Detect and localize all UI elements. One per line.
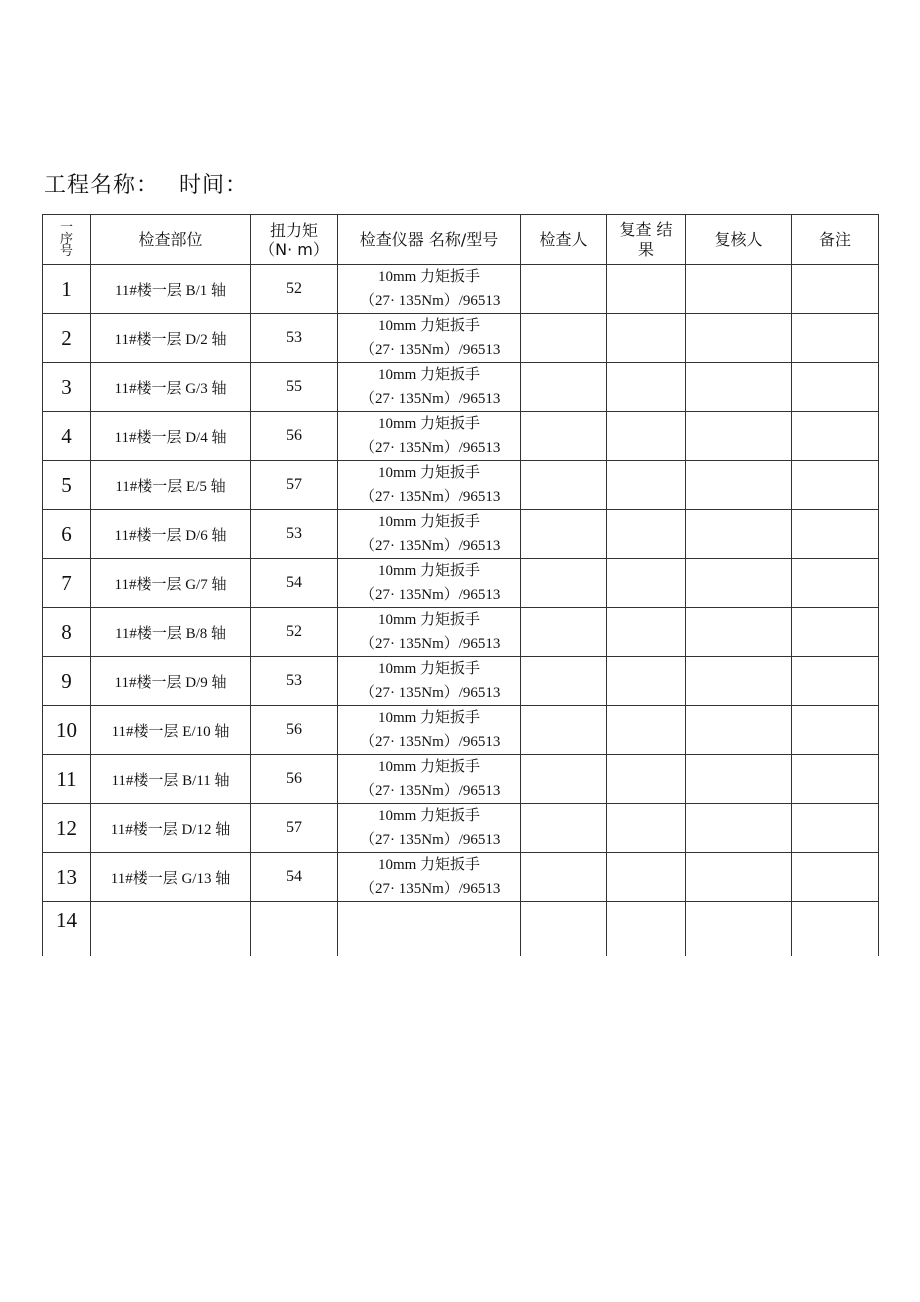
row-torque bbox=[251, 902, 338, 957]
row-seq: 14 bbox=[43, 902, 91, 957]
row-inspector bbox=[521, 412, 607, 461]
row-seq: 10 bbox=[43, 706, 91, 755]
project-name-label: 工程名称： bbox=[44, 173, 160, 198]
row-torque: 53 bbox=[251, 314, 338, 363]
column-header-reviewer: 复核人 bbox=[686, 215, 792, 265]
row-inspector bbox=[521, 510, 607, 559]
row-torque: 56 bbox=[251, 755, 338, 804]
row-location: 11#楼一层 E/5 轴 bbox=[91, 461, 251, 510]
row-reviewer bbox=[686, 412, 792, 461]
row-reviewer bbox=[686, 804, 792, 853]
instrument-name: 10mm 力矩扳手 bbox=[377, 612, 481, 628]
table-row bbox=[43, 657, 879, 706]
instrument-model: （27· 135Nm）/96513 bbox=[360, 342, 501, 358]
column-header-review-result bbox=[607, 215, 686, 265]
instrument-name: 10mm 力矩扳手 bbox=[377, 416, 481, 432]
row-review-result bbox=[607, 559, 686, 608]
row-location: 11#楼一层 D/4 轴 bbox=[91, 412, 251, 461]
table-row bbox=[43, 461, 879, 510]
row-remark bbox=[792, 559, 879, 608]
seq-header-b: 号 bbox=[59, 243, 73, 259]
table-row bbox=[43, 559, 879, 608]
instrument-model: （27· 135Nm）/96513 bbox=[360, 538, 501, 554]
instrument-model: （27· 135Nm）/96513 bbox=[360, 783, 501, 799]
row-instrument bbox=[338, 559, 521, 608]
row-seq: 6 bbox=[43, 510, 91, 559]
row-inspector bbox=[521, 706, 607, 755]
row-remark bbox=[792, 804, 879, 853]
table-row bbox=[43, 412, 879, 461]
row-review-result bbox=[607, 265, 686, 314]
row-seq: 3 bbox=[43, 363, 91, 412]
row-torque: 57 bbox=[251, 804, 338, 853]
instrument-model: （27· 135Nm）/96513 bbox=[360, 440, 501, 456]
row-remark bbox=[792, 510, 879, 559]
row-location: 11#楼一层 B/1 轴 bbox=[91, 265, 251, 314]
row-torque: 54 bbox=[251, 853, 338, 902]
row-reviewer bbox=[686, 608, 792, 657]
row-inspector bbox=[521, 559, 607, 608]
row-review-result bbox=[607, 510, 686, 559]
row-location: 11#楼一层 G/3 轴 bbox=[91, 363, 251, 412]
row-instrument bbox=[338, 804, 521, 853]
row-instrument bbox=[338, 412, 521, 461]
instrument-model: （27· 135Nm）/96513 bbox=[360, 734, 501, 750]
review-result-header-line1: 复查 结 bbox=[619, 219, 673, 239]
instrument-model: （27· 135Nm）/96513 bbox=[360, 293, 501, 309]
row-seq: 9 bbox=[43, 657, 91, 706]
torque-header-line2: （N· m） bbox=[259, 239, 329, 259]
row-location: 11#楼一层 D/12 轴 bbox=[91, 804, 251, 853]
row-remark bbox=[792, 363, 879, 412]
row-reviewer bbox=[686, 755, 792, 804]
row-seq: 7 bbox=[43, 559, 91, 608]
instrument-name: 10mm 力矩扳手 bbox=[377, 269, 481, 285]
row-instrument bbox=[338, 755, 521, 804]
row-seq: 1 bbox=[43, 265, 91, 314]
column-header-location: 检查部位 bbox=[91, 215, 251, 265]
instrument-name: 10mm 力矩扳手 bbox=[377, 563, 481, 579]
row-instrument bbox=[338, 363, 521, 412]
seq-header-a: 序 bbox=[59, 231, 73, 247]
column-header-instrument: 检查仪器 名称/型号 bbox=[338, 215, 521, 265]
row-review-result bbox=[607, 902, 686, 957]
row-inspector bbox=[521, 265, 607, 314]
table-row-empty bbox=[43, 902, 879, 957]
row-review-result bbox=[607, 363, 686, 412]
row-torque: 57 bbox=[251, 461, 338, 510]
row-remark bbox=[792, 902, 879, 957]
instrument-name: 10mm 力矩扳手 bbox=[377, 808, 481, 824]
row-torque: 52 bbox=[251, 265, 338, 314]
row-remark bbox=[792, 608, 879, 657]
row-remark bbox=[792, 853, 879, 902]
row-torque: 53 bbox=[251, 657, 338, 706]
row-seq: 13 bbox=[43, 853, 91, 902]
row-reviewer bbox=[686, 314, 792, 363]
instrument-model: （27· 135Nm）/96513 bbox=[360, 587, 501, 603]
table-row bbox=[43, 853, 879, 902]
row-inspector bbox=[521, 461, 607, 510]
row-inspector bbox=[521, 608, 607, 657]
instrument-name: 10mm 力矩扳手 bbox=[377, 661, 481, 677]
table-header-row bbox=[43, 215, 879, 265]
row-remark bbox=[792, 314, 879, 363]
row-torque: 53 bbox=[251, 510, 338, 559]
row-reviewer bbox=[686, 510, 792, 559]
row-instrument bbox=[338, 853, 521, 902]
instrument-model: （27· 135Nm）/96513 bbox=[360, 832, 501, 848]
instrument-name: 10mm 力矩扳手 bbox=[377, 514, 481, 530]
row-location: 11#楼一层 G/7 轴 bbox=[91, 559, 251, 608]
inspection-table bbox=[42, 214, 879, 956]
row-reviewer bbox=[686, 657, 792, 706]
column-header-seq bbox=[43, 215, 91, 265]
row-seq: 11 bbox=[43, 755, 91, 804]
row-seq: 12 bbox=[43, 804, 91, 853]
row-review-result bbox=[607, 755, 686, 804]
seq-header-top: 一 bbox=[59, 219, 73, 235]
row-reviewer bbox=[686, 902, 792, 957]
row-reviewer bbox=[686, 265, 792, 314]
instrument-model: （27· 135Nm）/96513 bbox=[360, 489, 501, 505]
row-seq: 4 bbox=[43, 412, 91, 461]
row-instrument bbox=[338, 314, 521, 363]
instrument-name: 10mm 力矩扳手 bbox=[377, 759, 481, 775]
row-instrument bbox=[338, 706, 521, 755]
row-review-result bbox=[607, 657, 686, 706]
torque-header-line1: 扭力矩 bbox=[269, 220, 318, 240]
row-inspector bbox=[521, 902, 607, 957]
row-review-result bbox=[607, 314, 686, 363]
row-inspector bbox=[521, 363, 607, 412]
row-inspector bbox=[521, 853, 607, 902]
row-reviewer bbox=[686, 559, 792, 608]
table-row bbox=[43, 363, 879, 412]
row-torque: 54 bbox=[251, 559, 338, 608]
time-label: 时间： bbox=[179, 173, 249, 198]
row-inspector bbox=[521, 755, 607, 804]
row-instrument bbox=[338, 265, 521, 314]
table-row bbox=[43, 706, 879, 755]
instrument-name: 10mm 力矩扳手 bbox=[377, 857, 481, 873]
row-review-result bbox=[607, 706, 686, 755]
instrument-model: （27· 135Nm）/96513 bbox=[360, 685, 501, 701]
row-remark bbox=[792, 657, 879, 706]
instrument-name: 10mm 力矩扳手 bbox=[377, 710, 481, 726]
document-header bbox=[44, 168, 248, 199]
table-row bbox=[43, 755, 879, 804]
row-remark bbox=[792, 755, 879, 804]
row-location: 11#楼一层 E/10 轴 bbox=[91, 706, 251, 755]
row-remark bbox=[792, 265, 879, 314]
row-inspector bbox=[521, 314, 607, 363]
row-review-result bbox=[607, 608, 686, 657]
row-remark bbox=[792, 412, 879, 461]
review-result-header-line2: 果 bbox=[637, 239, 654, 259]
table-row bbox=[43, 608, 879, 657]
row-reviewer bbox=[686, 461, 792, 510]
row-location: 11#楼一层 D/2 轴 bbox=[91, 314, 251, 363]
row-torque: 52 bbox=[251, 608, 338, 657]
row-inspector bbox=[521, 804, 607, 853]
row-instrument bbox=[338, 461, 521, 510]
instrument-model: （27· 135Nm）/96513 bbox=[360, 391, 501, 407]
row-inspector bbox=[521, 657, 607, 706]
row-location: 11#楼一层 B/11 轴 bbox=[91, 755, 251, 804]
instrument-model: （27· 135Nm）/96513 bbox=[360, 636, 501, 652]
row-remark bbox=[792, 706, 879, 755]
row-seq: 8 bbox=[43, 608, 91, 657]
row-instrument bbox=[338, 657, 521, 706]
instrument-name: 10mm 力矩扳手 bbox=[377, 465, 481, 481]
row-torque: 56 bbox=[251, 412, 338, 461]
row-location: 11#楼一层 B/8 轴 bbox=[91, 608, 251, 657]
table-row bbox=[43, 265, 879, 314]
table-row bbox=[43, 314, 879, 363]
row-reviewer bbox=[686, 706, 792, 755]
row-location: 11#楼一层 D/6 轴 bbox=[91, 510, 251, 559]
row-review-result bbox=[607, 461, 686, 510]
row-location bbox=[91, 902, 251, 957]
row-reviewer bbox=[686, 853, 792, 902]
row-torque: 55 bbox=[251, 363, 338, 412]
row-seq: 2 bbox=[43, 314, 91, 363]
instrument-name: 10mm 力矩扳手 bbox=[377, 318, 481, 334]
row-seq: 5 bbox=[43, 461, 91, 510]
column-header-remark: 备注 bbox=[792, 215, 879, 265]
row-instrument bbox=[338, 902, 521, 957]
table-row bbox=[43, 510, 879, 559]
row-instrument bbox=[338, 608, 521, 657]
row-torque: 56 bbox=[251, 706, 338, 755]
row-review-result bbox=[607, 412, 686, 461]
instrument-name: 10mm 力矩扳手 bbox=[377, 367, 481, 383]
row-reviewer bbox=[686, 363, 792, 412]
instrument-model: （27· 135Nm）/96513 bbox=[360, 881, 501, 897]
column-header-torque bbox=[251, 215, 338, 265]
row-review-result bbox=[607, 804, 686, 853]
table-row bbox=[43, 804, 879, 853]
row-review-result bbox=[607, 853, 686, 902]
row-remark bbox=[792, 461, 879, 510]
row-location: 11#楼一层 D/9 轴 bbox=[91, 657, 251, 706]
column-header-inspector: 检查人 bbox=[521, 215, 607, 265]
row-instrument bbox=[338, 510, 521, 559]
row-location: 11#楼一层 G/13 轴 bbox=[91, 853, 251, 902]
